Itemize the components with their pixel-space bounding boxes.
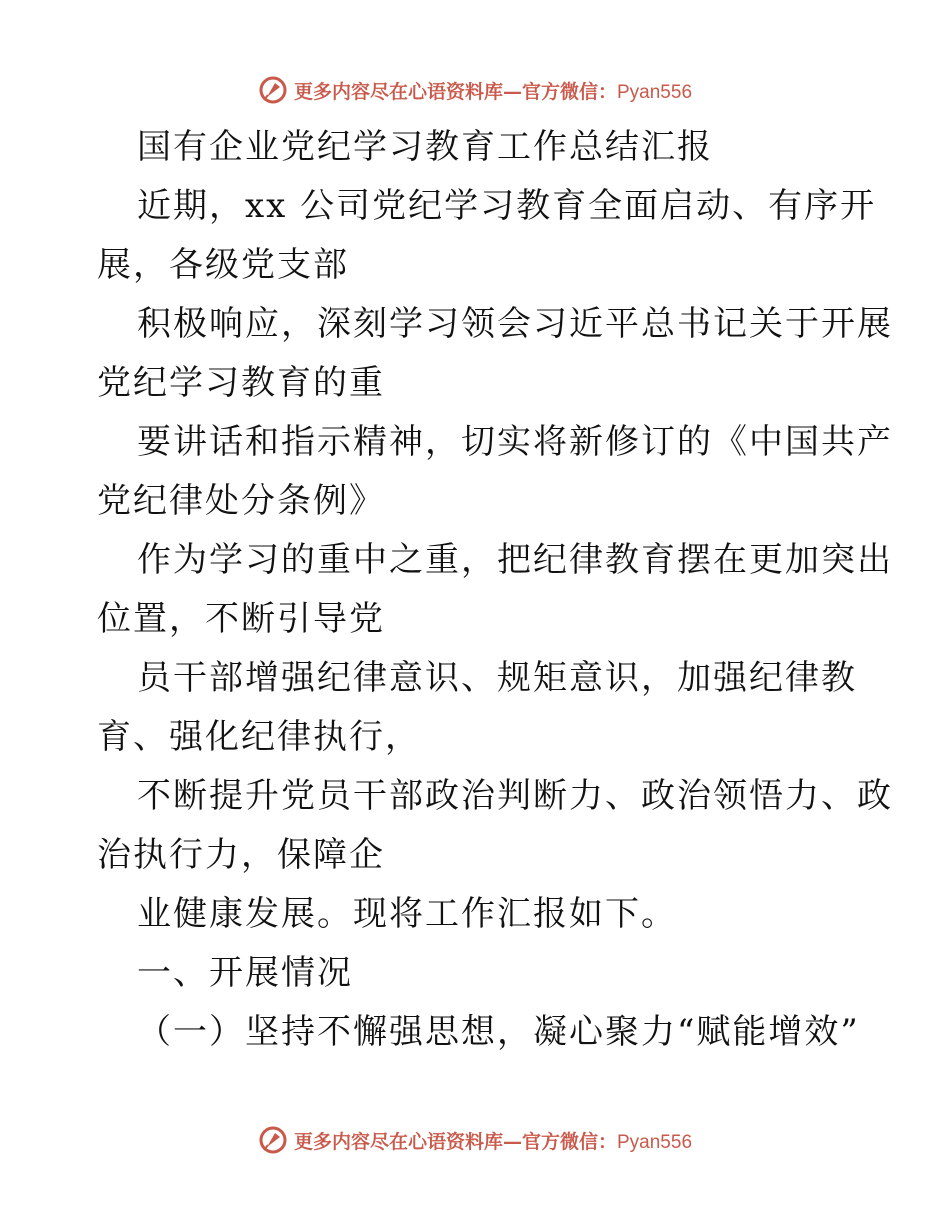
paragraph-line: 育、强化纪律执行，	[97, 717, 421, 757]
pen-nib-circle-icon	[258, 1125, 288, 1155]
paragraph-line: 不断提升党员干部政治判断力、政治领悟力、政	[137, 776, 893, 816]
paragraph-line: 积极响应，深刻学习领会习近平总书记关于开展	[137, 304, 893, 344]
paragraph-line: 党纪学习教育的重	[97, 363, 385, 403]
subsection-heading: （一）坚持不懈强思想，凝心聚力“赋能增效”	[137, 1012, 860, 1052]
paragraph-line: 员干部增强纪律意识、规矩意识，加强纪律教	[137, 658, 857, 698]
watermark-header	[0, 70, 950, 110]
paragraph-line: 业健康发展。现将工作汇报如下。	[137, 894, 677, 934]
document-title: 国有企业党纪学习教育工作总结汇报	[137, 127, 713, 167]
pen-nib-circle-icon	[258, 75, 288, 105]
watermark-text: 更多内容尽在心语资料库—官方微信：Pyan556	[293, 1130, 693, 1153]
watermark-footer	[0, 1120, 950, 1160]
paragraph-line: 近期，xx 公司党纪学习教育全面启动、有序开	[137, 186, 877, 226]
paragraph-line: 位置，不断引导党	[97, 599, 385, 639]
section-heading: 一、开展情况	[137, 953, 353, 993]
paragraph-line: 党纪律处分条例》	[97, 481, 385, 521]
watermark-account: Pyan556	[617, 1131, 693, 1153]
document-body	[97, 118, 893, 1062]
watermark-text: 更多内容尽在心语资料库—官方微信：Pyan556	[293, 80, 693, 103]
paragraph-line: 作为学习的重中之重，把纪律教育摆在更加突出	[137, 540, 893, 580]
watermark-account: Pyan556	[617, 81, 693, 103]
paragraph-line: 展，各级党支部	[97, 245, 349, 285]
paragraph-line: 要讲话和指示精神，切实将新修订的《中国共产	[137, 422, 893, 462]
paragraph-line: 治执行力，保障企	[97, 835, 385, 875]
